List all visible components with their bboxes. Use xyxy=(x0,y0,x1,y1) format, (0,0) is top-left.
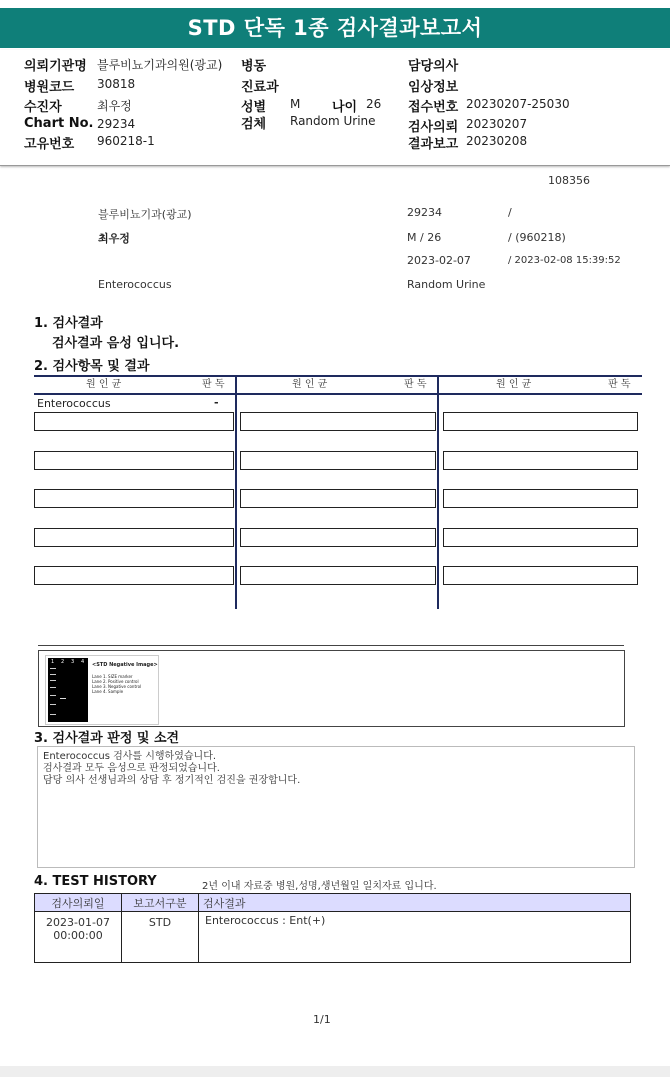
result-cell xyxy=(443,489,638,508)
summary-birth: / (960218) xyxy=(508,231,566,244)
gel-legend-item: Lane 2. Positive control xyxy=(92,679,139,684)
summary-datetime: / 2023-02-08 15:39:52 xyxy=(508,255,621,266)
sex-value: M xyxy=(290,97,301,111)
result-cell xyxy=(34,451,234,470)
section1-title: 1. 검사결과 xyxy=(34,316,103,331)
result-cell xyxy=(443,528,638,547)
result-cell xyxy=(34,489,234,508)
result-cell xyxy=(240,566,436,585)
opinion-line: 담당 의사 선생님과의 상담 후 정기적인 검진을 권장합니다. xyxy=(43,775,301,786)
hospital-code-label: 병원코드 xyxy=(24,80,75,95)
report-header xyxy=(0,50,670,166)
chart-label: Chart No. xyxy=(24,116,94,131)
history-time: 00:00:00 xyxy=(53,929,103,942)
col-pathogen-2: 원 인 균 xyxy=(292,379,328,390)
unique-label: 고유번호 xyxy=(24,137,75,152)
history-result: Enterococcus : Ent(+) xyxy=(199,912,631,963)
institution-value: 블루비뇨기과의원(광교) xyxy=(97,58,223,72)
hospital-code-value: 30818 xyxy=(97,77,136,91)
col-result-1: 판 독 xyxy=(202,379,225,390)
result-cell xyxy=(240,451,436,470)
report-value: 20230208 xyxy=(466,134,528,148)
summary-patient: 최우정 xyxy=(98,232,130,245)
section4-title: 4. TEST HISTORY xyxy=(34,874,157,889)
result-cell xyxy=(443,566,638,585)
gel-image-frame xyxy=(38,650,625,727)
section1-text: 검사결과 음성 입니다. xyxy=(52,336,180,351)
summary-clinic: 블루비뇨기과(광교) xyxy=(98,208,192,221)
result-cell xyxy=(34,412,234,431)
opinion-box xyxy=(37,746,635,868)
section2-title: 2. 검사항목 및 결과 xyxy=(34,359,150,374)
institution-label: 의뢰기관명 xyxy=(24,59,87,74)
result-cell xyxy=(240,528,436,547)
age-label: 나이 xyxy=(332,100,358,115)
opinion-line: 검사결과 모두 음성으로 판정되었습니다. xyxy=(43,763,220,774)
result-value: - xyxy=(214,396,219,409)
request-value: 20230207 xyxy=(466,117,528,131)
table-row xyxy=(35,912,631,963)
summary-organism: Enterococcus xyxy=(98,278,172,291)
lane-number: 3 xyxy=(71,659,75,665)
dept-label: 진료과 xyxy=(241,80,279,95)
opinion-line: Enterococcus 검사를 시행하였습니다. xyxy=(43,751,217,762)
doctor-label: 담당의사 xyxy=(408,59,459,74)
divider xyxy=(38,645,624,646)
unique-value: 960218-1 xyxy=(97,134,155,148)
specimen-value: Random Urine xyxy=(290,114,376,128)
lane-number: 4 xyxy=(81,659,85,665)
summary-sex-age: M / 26 xyxy=(407,231,442,244)
gel-caption: <STD Negative Image> xyxy=(92,662,158,668)
section3-title: 3. 검사결과 판정 및 소견 xyxy=(34,731,180,746)
clinical-label: 임상정보 xyxy=(408,80,459,95)
report-label: 결과보고 xyxy=(408,137,459,152)
gel-legend-item: Lane 1. SIZE marker xyxy=(92,674,133,679)
summary-code: 108356 xyxy=(548,174,590,187)
result-cell xyxy=(240,412,436,431)
history-col-result: 검사결과 xyxy=(199,894,631,912)
age-value: 26 xyxy=(366,97,382,111)
history-type: STD xyxy=(122,912,199,963)
result-cell xyxy=(34,566,234,585)
gel-electrophoresis xyxy=(48,658,88,722)
history-col-date: 검사의뢰일 xyxy=(35,894,122,912)
patient-label: 수진자 xyxy=(24,100,62,115)
summary-date: 2023-02-07 xyxy=(407,254,471,267)
history-date: 2023-01-07 xyxy=(46,916,110,929)
col-pathogen-3: 원 인 균 xyxy=(496,379,532,390)
receipt-label: 접수번호 xyxy=(408,100,459,115)
history-table xyxy=(34,893,631,963)
chart-value: 29234 xyxy=(97,117,136,131)
history-note: 2년 이내 자료중 병원,성명,생년월일 일치자료 입니다. xyxy=(202,881,437,892)
request-label: 검사의뢰 xyxy=(408,120,459,135)
specimen-label: 검체 xyxy=(241,117,267,132)
result-cell xyxy=(443,451,638,470)
result-cell xyxy=(443,412,638,431)
table-divider xyxy=(235,375,237,609)
patient-value: 최우정 xyxy=(97,99,132,113)
result-cell xyxy=(240,489,436,508)
col-result-3: 판 독 xyxy=(608,379,631,390)
summary-chart: 29234 xyxy=(407,206,442,219)
col-pathogen-1: 원 인 균 xyxy=(86,379,122,390)
summary-separator: / xyxy=(508,206,512,219)
table-divider xyxy=(437,375,439,609)
results-table-header xyxy=(34,375,642,395)
gel-legend-item: Lane 3. Negative control xyxy=(92,684,142,689)
summary-specimen: Random Urine xyxy=(407,278,486,291)
receipt-value: 20230207-25030 xyxy=(466,97,570,111)
gel-legend-item: Lane 4. Sample xyxy=(92,689,124,694)
col-result-2: 판 독 xyxy=(404,379,427,390)
result-cell xyxy=(34,528,234,547)
lane-number: 1 xyxy=(51,659,55,665)
page-number: 1/1 xyxy=(313,1013,331,1026)
history-col-type: 보고서구분 xyxy=(122,894,199,912)
footer-bar xyxy=(0,1066,670,1077)
gel-image xyxy=(45,655,159,725)
lane-number: 2 xyxy=(61,659,65,665)
ward-label: 병동 xyxy=(241,59,267,74)
result-pathogen: Enterococcus xyxy=(37,397,111,410)
sex-label: 성별 xyxy=(241,100,267,115)
report-title: STD 단독 1종 검사결과보고서 xyxy=(0,8,670,48)
